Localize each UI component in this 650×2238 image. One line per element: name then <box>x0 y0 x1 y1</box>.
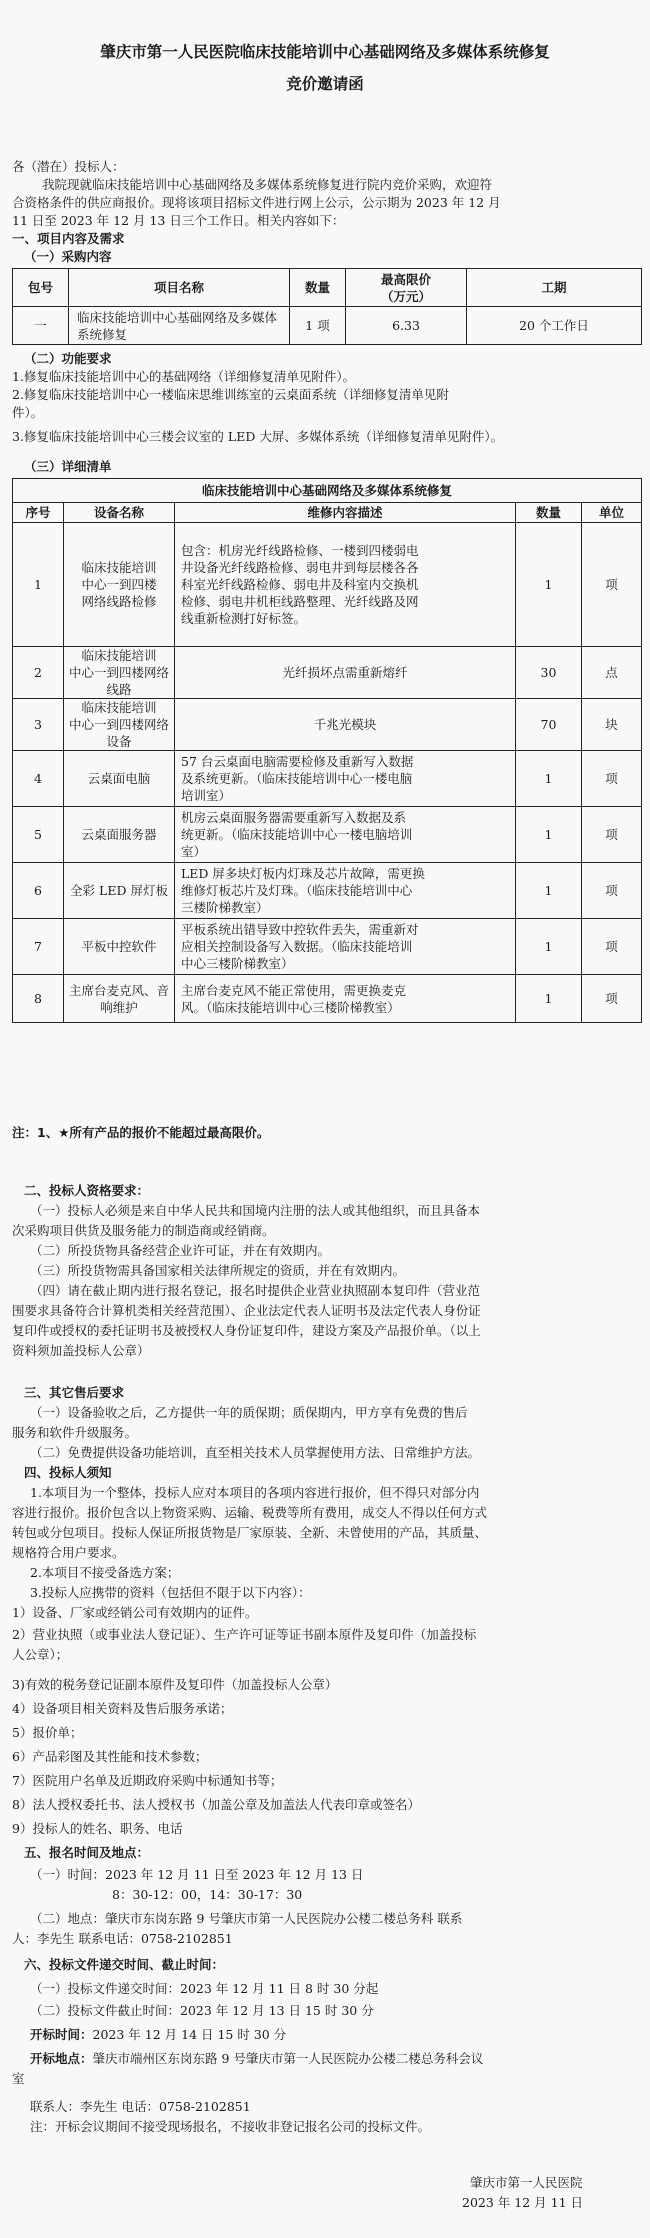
section-2-heading: 二、投标人资格要求： <box>24 1183 150 1198</box>
s5-line: 人：李先生 联系电话：0758-2102851 <box>12 1931 233 1946</box>
func-line: 2.修复临床技能培训中心一楼临床思维训练室的云桌面系统（详细修复清单见附 <box>12 387 449 402</box>
cell: 5 <box>13 807 64 863</box>
s3-line: 服务和软件升级服务。 <box>12 1425 138 1440</box>
cell-line: 应相关控制设备写入数据。（临床技能培训 <box>181 939 413 954</box>
cell: 7 <box>13 919 64 975</box>
open-time-label: 开标时间： <box>30 2027 93 2042</box>
cell: 项 <box>582 863 642 919</box>
s2-line: 复印件或授权的委托证明书及被授权人身份证复印件，建设方案及产品报价单。（以上 <box>12 1323 481 1338</box>
s3-line: （一）设备验收之后，乙方提供一年的质保期；质保期内，甲方享有免费的售后 <box>30 1405 468 1420</box>
cell-line: 科室光纤线路检修、弱电井及科室内交换机 <box>181 577 419 592</box>
cell: 项 <box>582 807 642 863</box>
open-place-value: 肇庆市端州区东岗东路 9 号肇庆市第一人民医院办公楼二楼总务科会议 <box>92 2051 484 2066</box>
intro-line: 我院现就临床技能培训中心基础网络及多媒体系统修复进行院内竞价采购，欢迎符 <box>42 177 493 192</box>
header-price-line: 最高限价 <box>380 271 431 287</box>
cell-line: 中心一到四楼 <box>81 577 157 592</box>
cell <box>64 919 175 975</box>
s6-line: （一）投标文件递交时间：2023 年 12 月 11 日 8 时 30 分起 <box>30 1981 379 1996</box>
s3-line: （二）免费提供设备功能培训，直至相关技术人员掌握使用方法、日常维护方法。 <box>30 1445 481 1460</box>
cell <box>175 699 516 751</box>
section-1-sub-3: （三）详细清单 <box>24 459 112 474</box>
cell-line: 三楼阶梯教室） <box>181 900 269 915</box>
cell: 20 个工作日 <box>467 307 642 345</box>
cell: 70 <box>516 699 582 751</box>
cell-line: 及系统更新。（临床技能培训中心一楼电脑 <box>181 771 413 786</box>
header-cell: 数量 <box>290 269 346 307</box>
cell <box>64 807 175 863</box>
cell-line: 设备 <box>106 734 132 749</box>
s4-line: 容进行报价。报价包含以上物资采购、运输、税费等所有费用，成交人不得以任何方式 <box>12 1505 488 1520</box>
cell: 项 <box>582 975 642 1023</box>
s4-line: 4）设备项目相关资料及售后服务承诺； <box>12 1701 233 1716</box>
cell-line: 中心三楼阶梯教室） <box>181 956 294 971</box>
s4-line: 7）医院用户名单及近期政府采购中标通知书等； <box>12 1773 283 1788</box>
table-caption: 临床技能培训中心基础网络及多媒体系统修复 <box>13 479 642 503</box>
table-row <box>13 919 642 975</box>
intro-line: 11 日至 2023 年 12 月 13 日三个工作日。相关内容如下： <box>12 213 345 228</box>
section-4-heading: 四、投标人须知 <box>24 1465 112 1480</box>
cell-line: 全彩 LED 屏灯板 <box>70 883 168 898</box>
cell-line: 室） <box>181 844 207 859</box>
header-cell: 设备名称 <box>64 503 175 523</box>
s2-line: 资料须加盖投标人公章） <box>12 1343 150 1358</box>
cell <box>69 307 290 345</box>
section-1-sub-1: （一）采购内容 <box>24 249 112 264</box>
cell: 30 <box>516 647 582 699</box>
header-cell: 包号 <box>13 269 69 307</box>
cell: 1 <box>516 807 582 863</box>
cell: 1 <box>516 919 582 975</box>
header-cell: 单位 <box>582 503 642 523</box>
cell <box>64 699 175 751</box>
cell: 一 <box>13 307 69 345</box>
s4-line: 人公章）； <box>12 1647 69 1662</box>
s4-line: 3.投标人应携带的资料（包括但不限于以下内容）： <box>30 1585 311 1600</box>
cell-line: 响维护 <box>100 999 138 1015</box>
table-row <box>13 523 642 647</box>
cell <box>64 523 175 647</box>
open-place-label: 开标地点： <box>30 2051 93 2066</box>
cell-line: 井设备光纤线路检修、弱电井到每层楼各各 <box>181 560 419 575</box>
cell-line: 云桌面服务器 <box>81 827 157 842</box>
section-1-sub-2: （二）功能要求 <box>24 351 112 366</box>
cell-line: LED 屏多块灯板内灯珠及芯片故障，需更换 <box>181 866 425 881</box>
section-6-heading: 六、投标文件递交时间、截止时间： <box>24 1957 225 1972</box>
title-line-2: 竞价邀请函 <box>286 75 364 93</box>
note-2: 注：开标会议期间不接受现场报名，不接收非登记报名公司的投标文件。 <box>30 2119 431 2134</box>
table-row <box>13 699 642 751</box>
cell-line: 检修、弱电井机柜线路整理、光纤线路及网 <box>181 594 419 609</box>
cell-line: 机房云桌面服务器需要重新写入数据及系 <box>181 810 407 825</box>
table-header-row <box>13 503 642 523</box>
cell: 6.33 <box>346 307 467 345</box>
section-3-heading: 三、其它售后要求 <box>24 1385 125 1400</box>
s2-line: （三）所投货物需具备国家相关法律所规定的资质，并在有效期内。 <box>30 1263 406 1278</box>
cell-line: 风。（临床技能培训中心三楼阶梯教室） <box>181 999 400 1015</box>
s4-line: 2）营业执照（或事业法人登记证）、生产许可证等证书副本原件及复印件（加盖投标 <box>12 1627 477 1642</box>
cell <box>175 863 516 919</box>
s4-line: 9）投标人的姓名、职务、电话 <box>12 1821 183 1836</box>
s4-line: 3)有效的税务登记证副本原件及复印件（加盖投标人公章） <box>12 1677 338 1692</box>
title-line-1: 肇庆市第一人民医院临床技能培训中心基础网络及多媒体系统修复 <box>100 43 550 61</box>
cell-line: 培训室） <box>181 788 232 803</box>
detail-table <box>12 478 642 1023</box>
cell: 点 <box>582 647 642 699</box>
cell-line: 千兆光模块 <box>313 717 377 732</box>
cell: 1 <box>13 523 64 647</box>
s2-line: 次采购项目供货及服务能力的制造商或经销商。 <box>12 1223 275 1238</box>
cell: 3 <box>13 699 64 751</box>
cell-line: 临床技能培训 <box>81 560 157 575</box>
header-cell: 工期 <box>467 269 642 307</box>
cell: 项 <box>582 523 642 647</box>
table-row <box>13 307 642 345</box>
cell <box>64 647 175 699</box>
header-price-line: （万元） <box>380 288 431 304</box>
cell-line: 网络线路检修 <box>81 594 157 609</box>
sign-date: 2023 年 12 月 11 日 <box>462 2195 583 2210</box>
table-row <box>13 975 642 1023</box>
cell-line: 临床技能培训 <box>81 648 157 663</box>
header-cell: 数量 <box>516 503 582 523</box>
table-row <box>13 751 642 807</box>
s2-line: （一）投标人必须是来自中华人民共和国境内注册的法人或其他组织，而且具备本 <box>30 1203 481 1218</box>
cell <box>64 975 175 1023</box>
greeting: 各（潜在）投标人： <box>12 159 125 174</box>
intro-line: 合资格条件的供应商报价。现将该项目招标文件进行网上公示，公示期为 2023 年 12 月 <box>12 195 501 210</box>
s4-line: 6）产品彩图及其性能和技术参数； <box>12 1749 208 1764</box>
func-line: 件）。 <box>12 405 44 420</box>
s4-line: 规格符合用户要求。 <box>12 1545 125 1560</box>
cell: 1 <box>516 523 582 647</box>
s6-line: （二）投标文件截止时间：2023 年 12 月 13 日 15 时 30 分 <box>30 2003 374 2018</box>
cell: 块 <box>582 699 642 751</box>
note-1: 注：1、★所有产品的报价不能超过最高限价。 <box>12 1125 270 1140</box>
table-row <box>13 647 642 699</box>
cell-line: 光纤损坏点需重新熔纤 <box>282 665 408 680</box>
cell: 1 <box>516 863 582 919</box>
cell: 项 <box>582 919 642 975</box>
header-cell: 序号 <box>13 503 64 523</box>
cell-line: 线重新检测打好标签。 <box>181 611 307 626</box>
s2-line: 围要求具备符合计算机类相关经营范围）、企业法定代表人证明书及法定代表人身份证 <box>12 1303 481 1318</box>
table-row <box>13 807 642 863</box>
cell-line: 57 台云桌面电脑需要检修及重新写入数据 <box>181 754 414 769</box>
section-1-heading: 一、项目内容及需求 <box>12 231 125 246</box>
header-cell: 维修内容描述 <box>175 503 516 523</box>
sign-org: 肇庆市第一人民医院 <box>470 2175 583 2190</box>
contact: 联系人：李先生 电话：0758-2102851 <box>30 2099 251 2114</box>
header-cell <box>346 269 467 307</box>
cell-line: 主席台麦克风不能正常使用，需更换麦克 <box>181 982 407 998</box>
cell-line: 线路 <box>106 682 132 697</box>
cell-line: 主席台麦克风、音 <box>68 982 169 998</box>
cell <box>175 751 516 807</box>
func-line: 1.修复临床技能培训中心的基础网络（详细修复清单见附件）。 <box>12 369 356 384</box>
cell <box>64 751 175 807</box>
cell-line: 系统修复 <box>77 326 128 342</box>
s2-line: （四）请在截止期内进行报名登记，报名时提供企业营业执照副本复印件（营业范 <box>30 1283 481 1298</box>
s4-line: 2.本项目不接受备选方案； <box>30 1565 180 1580</box>
s5-line: （二）地点：肇庆市东岗东路 9 号肇庆市第一人民医院办公楼二楼总务科 联系 <box>30 1911 463 1926</box>
s5-line: 8：30-12：00，14：30-17：30 <box>112 1887 303 1902</box>
s4-line: 转包或分包项目。投标人保证所报货物是厂家原装、全新、未曾使用的产品，其质量、 <box>12 1525 488 1540</box>
cell <box>64 863 175 919</box>
cell-line: 中心一到四楼网络 <box>68 717 169 732</box>
cell <box>175 647 516 699</box>
s5-line: （一）时间：2023 年 12 月 11 日至 2023 年 12 月 13 日 <box>30 1867 364 1882</box>
cell: 1 <box>516 975 582 1023</box>
cell: 1 <box>516 751 582 807</box>
cell-line: 临床技能培训中心基础网络及多媒体 <box>77 309 278 325</box>
s4-line: 1.本项目为一个整体，投标人应对本项目的各项内容进行报价，但不得只对部分内 <box>30 1485 480 1500</box>
cell: 6 <box>13 863 64 919</box>
s4-line: 5）报价单； <box>12 1725 83 1740</box>
table-header-row <box>13 269 642 307</box>
func-line: 3.修复临床技能培训中心三楼会议室的 LED 大屏、多媒体系统（详细修复清单见附件）。 <box>12 429 504 444</box>
cell-line: 包含：机房光纤线路检修、一楼到四楼弱电 <box>181 543 419 558</box>
cell-line: 平板中控软件 <box>81 939 157 954</box>
s2-line: （二）所投货物具备经营企业许可证，并在有效期内。 <box>30 1243 331 1258</box>
table-row <box>13 863 642 919</box>
cell: 4 <box>13 751 64 807</box>
cell <box>175 807 516 863</box>
cell <box>175 975 516 1023</box>
open-place-cont: 室 <box>12 2071 25 2086</box>
cell-line: 临床技能培训 <box>81 700 157 715</box>
cell: 项 <box>582 751 642 807</box>
cell-line: 云桌面电脑 <box>87 771 151 786</box>
s4-line: 1）设备、厂家或经销公司有效期内的证件。 <box>12 1605 258 1620</box>
cell <box>175 919 516 975</box>
cell <box>175 523 516 647</box>
cell: 1 项 <box>290 307 346 345</box>
cell-line: 中心一到四楼网络 <box>68 665 169 680</box>
cell: 8 <box>13 975 64 1023</box>
procurement-table <box>12 268 642 345</box>
open-place <box>30 2050 483 2068</box>
section-5-heading: 五、报名时间及地点： <box>24 1845 150 1860</box>
header-cell: 项目名称 <box>69 269 290 307</box>
cell: 2 <box>13 647 64 699</box>
cell-line: 平板系统出错导致中控软件丢失，需重新对 <box>181 922 419 937</box>
open-time <box>30 2026 286 2044</box>
cell-line: 维修灯板芯片及灯珠。（临床技能培训中心 <box>181 883 413 898</box>
open-time-value: 2023 年 12 月 14 日 15 时 30 分 <box>92 2027 287 2042</box>
cell-line: 统更新。（临床技能培训中心一楼电脑培训 <box>181 827 413 842</box>
s4-line: 8）法人授权委托书、法人授权书（加盖公章及加盖法人代表印章或签名） <box>12 1797 420 1812</box>
